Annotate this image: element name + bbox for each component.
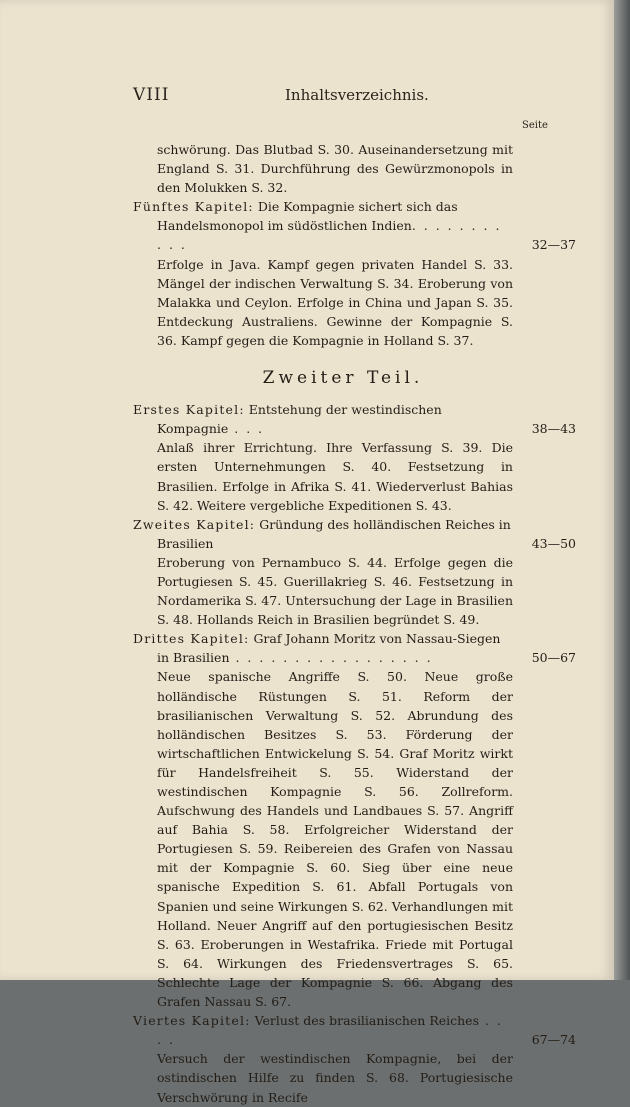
leader-dots: . . . . . . . . . . . <box>157 218 502 253</box>
chapter-summary: Eroberung von Pernambuco S. 44. Erfolge gegen die Portugiesen S. 45. Guerillakrieg S. 46. Festsetzung in Nordamerika S. 47. Untersuchung der Lage in Brasilien S. 48. Hollands Reich in Brasilien begründet S. 49. <box>157 554 513 628</box>
table-of-contents <box>133 140 576 1107</box>
chapter-label: Erstes Kapitel: <box>133 402 245 418</box>
chapter-title: Entstehung der westindischen Kompagnie <box>157 402 442 437</box>
chapter-label: Fünftes Kapitel: <box>133 199 254 215</box>
chapter-label: Viertes Kapitel: <box>133 1013 251 1029</box>
chapter-summary: Anlaß ihrer Errichtung. Ihre Verfassung S. 39. Die ersten Unternehmungen S. 40. Festsetzung in Brasilien. Erfolge in Afrika S. 41. Wiederverlust Bahias S. 42. Weitere vergebliche Expeditionen S. 43. <box>157 440 513 513</box>
leader-dots: . . . . . . . . . . . . . . . . . <box>229 650 433 666</box>
running-title: Inhaltsverzeichnis. <box>285 86 429 104</box>
chapter-title: Die Kompagnie sichert sich das Handelsmonopol im südöstlichen Indien <box>157 199 458 234</box>
page-header <box>133 85 534 109</box>
leader-dots: . . . <box>228 421 265 437</box>
toc-entry-ch1 <box>133 400 576 438</box>
chapter-label: Zweites Kapitel: <box>133 516 256 532</box>
chapter-title: Graf Johann Moritz von Nassau-Siegen in Brasilien <box>157 631 501 666</box>
chapter-summary: Erfolge in Java. Kampf gegen privaten Handel S. 33. Mängel der indischen Verwaltung S. 34. Eroberung von Malakka und Ceylon. Erfolge in China und Japan S. 35. Entdeckung Australiens. Gewinne der Kompagnie S. 36. Kampf gegen die Kompagnie in Holland S. 37. <box>157 256 513 348</box>
page-range: 38—43 <box>531 421 576 437</box>
chapter-label: Drittes Kapitel: <box>133 631 250 647</box>
leader-dots: . . . . <box>157 1013 503 1048</box>
toc-entry-ch4 <box>133 1011 576 1049</box>
book-binding-edge <box>614 0 630 980</box>
chapter-summary: Versuch der westindischen Kompagnie, bei der ostindischen Hilfe zu finden S. 68. Portugiesische Verschwörung in Recife <box>157 1051 513 1105</box>
continuation-summary: schwörung. Das Blutbad S. 30. Auseinandersetzung mit England S. 31. Durchführung des Gewürzmonopols in den Molukken S. 32. <box>157 142 513 196</box>
page-range: 67—74 <box>531 1032 576 1048</box>
page-range: 32—37 <box>531 237 576 253</box>
chapter-summary: Neue spanische Angriffe S. 50. Neue große holländische Rüstungen S. 51. Reform der brasilianischen Verwaltung S. 52. Abrundung des holländischen Besitzes S. 53. Förderung der wirtschaftlichen Entwickelung S. 54. Graf Moritz wirkt für Handelsfreiheit S. 55. Widerstand der westindischen Kompagnie S. 56. Zollreform. Aufschwung des Handels und Landbaues S. 57. Angriff auf Bahia S. 58. Erfolgreicher Widerstand der Portugiesen S. 59. Reibereien des Grafen von Nassau mit der Kompagnie S. 60. Sieg über eine neue spanische Expedition S. 61. Abfall Portugals von Spanien und seine Wirkungen S. 62. Verhandlungen mit Holland. Neuer Angriff auf den portugiesischen Besitz S. 63. Eroberungen in Westafrika. Friede mit Portugal S. 64. Wirkungen des Friedensvertrages S. 65. Schlechte Lage der Kompagnie S. 66. Abgang des Grafen Nassau S. 67. <box>157 669 513 1010</box>
part-title: Zweiter Teil. <box>262 368 424 389</box>
toc-entry-ch5 <box>133 197 576 254</box>
page-number: VIII <box>133 85 170 105</box>
chapter-title: Verlust des brasilianischen Reiches <box>254 1013 479 1029</box>
chapter-title: Gründung des holländischen Reiches in Brasilien <box>157 516 511 551</box>
page-range: 50—67 <box>531 650 576 666</box>
page-range: 43—50 <box>531 535 576 551</box>
toc-entry-ch2 <box>133 515 576 553</box>
page-column-heading: Seite <box>522 120 548 131</box>
toc-entry-ch3 <box>133 629 576 667</box>
